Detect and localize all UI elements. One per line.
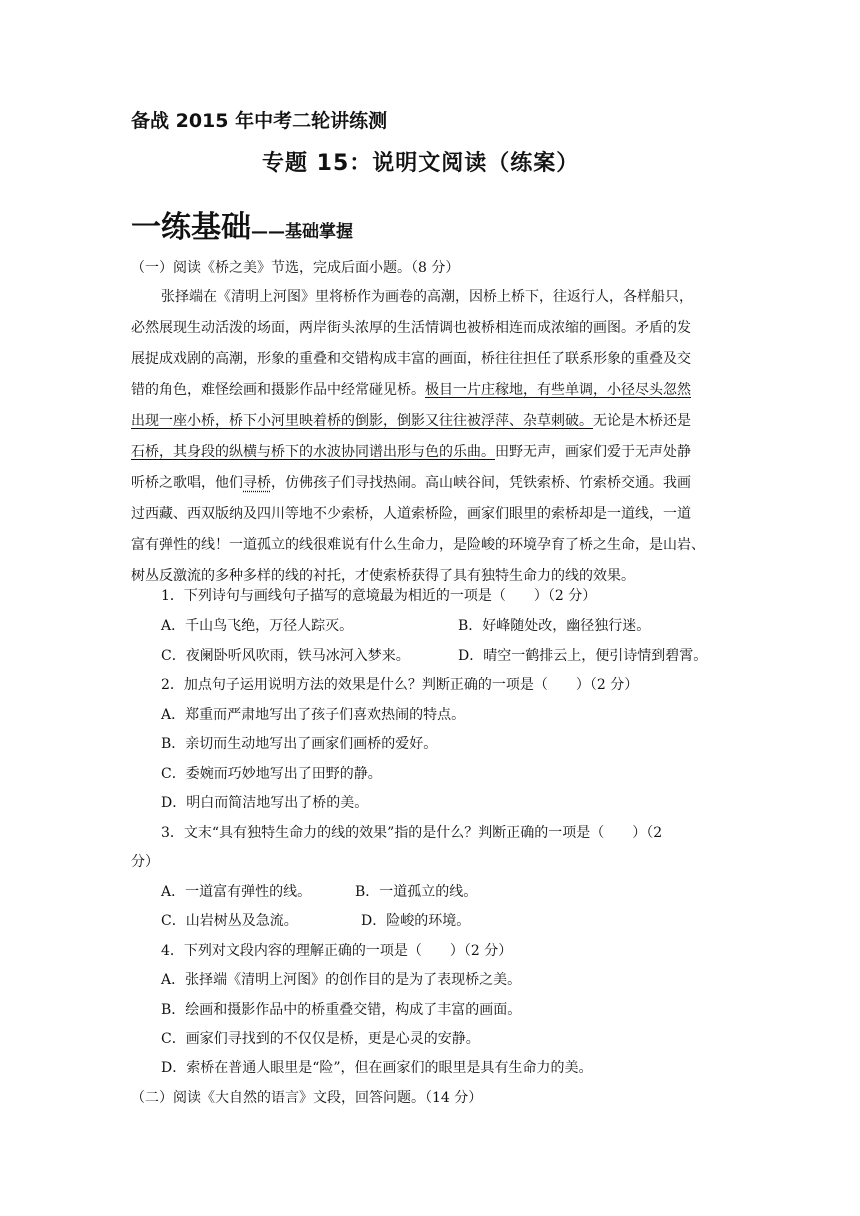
- question-2-option-a: A．郑重而严肃地写出了孩子们喜欢热闹的特点。: [161, 707, 466, 723]
- question-4-stem: 4．下列对文段内容的理解正确的一项是（ ）（2 分）: [161, 943, 513, 959]
- question-4-option-c: C．画家们寻找到的不仅仅是桥，更是心灵的安静。: [161, 1031, 480, 1047]
- question-3-stem: 3．文末“具有独特生命力的线的效果”指的是什么？判断正确的一项是（ ）（2: [161, 825, 663, 841]
- part1-intro: （一）阅读《桥之美》节选，完成后面小题。（8 分）: [131, 260, 460, 276]
- document-header-title: 备战 2015 年中考二轮讲练测: [131, 110, 388, 132]
- question-2-stem: 2．加点句子运用说明方法的效果是什么？判断正确的一项是（ ）（2 分）: [161, 677, 639, 693]
- passage-text: 错的角色，难怪绘画和摄影作品中经常碰见桥。: [131, 382, 425, 398]
- subject-title: 专题 15：说明文阅读（练案）: [262, 151, 580, 176]
- dotted-phrase: 寻桥: [243, 475, 271, 491]
- question-4-option-d: D．索桥在普通人眼里是“险”，但在画家们的眼里是具有生命力的美。: [161, 1060, 593, 1076]
- question-1-option-d: D．晴空一鹤排云上，便引诗情到碧霄。: [458, 648, 708, 664]
- passage-line: [131, 468, 733, 499]
- passage-line: 张择端在《清明上河图》里将桥作为画卷的高潮，因桥上桥下，往返行人，各样船只，: [161, 289, 693, 305]
- passage-line: [131, 437, 733, 468]
- question-2-option-d: D．明白而简洁地写出了桥的美。: [161, 795, 369, 811]
- passage-line: 树丛反激流的多种多样的线的衬托，才使索桥获得了具有独特生命力的线的效果。: [131, 568, 635, 584]
- passage-text: ，仿佛孩子们寻找热闹。高山峡谷间，凭铁索桥、竹索桥交通。我画: [271, 475, 691, 491]
- question-2-option-c: C．委婉而巧妙地写出了田野的静。: [161, 766, 382, 782]
- question-3-option-d: D．险峻的环境。: [361, 913, 471, 929]
- question-3-option-b: B．一道孤立的线。: [355, 884, 478, 900]
- passage-line: 展捉成戏剧的高潮，形象的重叠和交错构成丰富的画面，桥往往担任了联系形象的重叠及交: [131, 351, 691, 367]
- question-1-stem: 1．下列诗句与画线句子描写的意境最为相近的一项是（ ）（2 分）: [161, 588, 597, 604]
- passage: [131, 282, 733, 592]
- question-1-option-b: B．好峰随处改，幽径独行迷。: [458, 618, 651, 634]
- passage-line: [131, 375, 733, 406]
- section-heading: [131, 202, 353, 246]
- question-3-stem-continued: 分）: [131, 854, 159, 870]
- passage-text: 听桥之歌唱，他们: [131, 475, 243, 491]
- question-3-option-c: C．山岩树丛及急流。: [161, 913, 298, 929]
- underlined-sentence: 出现一座小桥，桥下小河里映着桥的倒影，倒影又往往被浮萍、杂草刺破。: [131, 413, 593, 429]
- passage-line: 过西藏、西双版纳及四川等地不少索桥，人道索桥险，画家们眼里的索桥却是一道线，一道: [131, 506, 691, 522]
- underlined-sentence: 石桥，其身段的纵横与桥下的水波协同谱出形与色的乐曲。: [131, 444, 495, 460]
- section-heading-main: 一练基础: [131, 210, 251, 245]
- question-1-option-c: C．夜阑卧听风吹雨，铁马冰河入梦来。: [161, 648, 410, 664]
- question-4-option-b: B．绘画和摄影作品中的桥重叠交错，构成了丰富的画面。: [161, 1002, 522, 1018]
- section-heading-sub: ——基础掌握: [251, 222, 353, 242]
- question-4-option-a: A．张择端《清明上河图》的创作目的是为了表现桥之美。: [161, 972, 522, 988]
- question-3-option-a: A．一道富有弹性的线。: [161, 884, 312, 900]
- question-2-option-b: B．亲切而生动地写出了画家们画桥的爱好。: [161, 736, 438, 752]
- passage-line: [131, 406, 733, 437]
- passage-line: 必然展现生动活泼的场面，两岸街头浓厚的生活情调也被桥相连而成浓缩的画图。矛盾的发: [131, 320, 691, 336]
- question-1-option-a: A．千山鸟飞绝，万径人踪灭。: [161, 618, 354, 634]
- passage-text: 田野无声，画家们爱于无声处静: [495, 444, 691, 460]
- part2-intro: （二）阅读《大自然的语言》文段，回答问题。（14 分）: [131, 1090, 483, 1106]
- passage-line: 富有弹性的线！一道孤立的线很难说有什么生命力，是险峻的环境孕育了桥之生命，是山岩、: [131, 537, 705, 553]
- passage-text: 无论是木桥还是: [593, 413, 691, 429]
- underlined-sentence: 极目一片庄稼地，有些单调，小径尽头忽然: [425, 382, 691, 398]
